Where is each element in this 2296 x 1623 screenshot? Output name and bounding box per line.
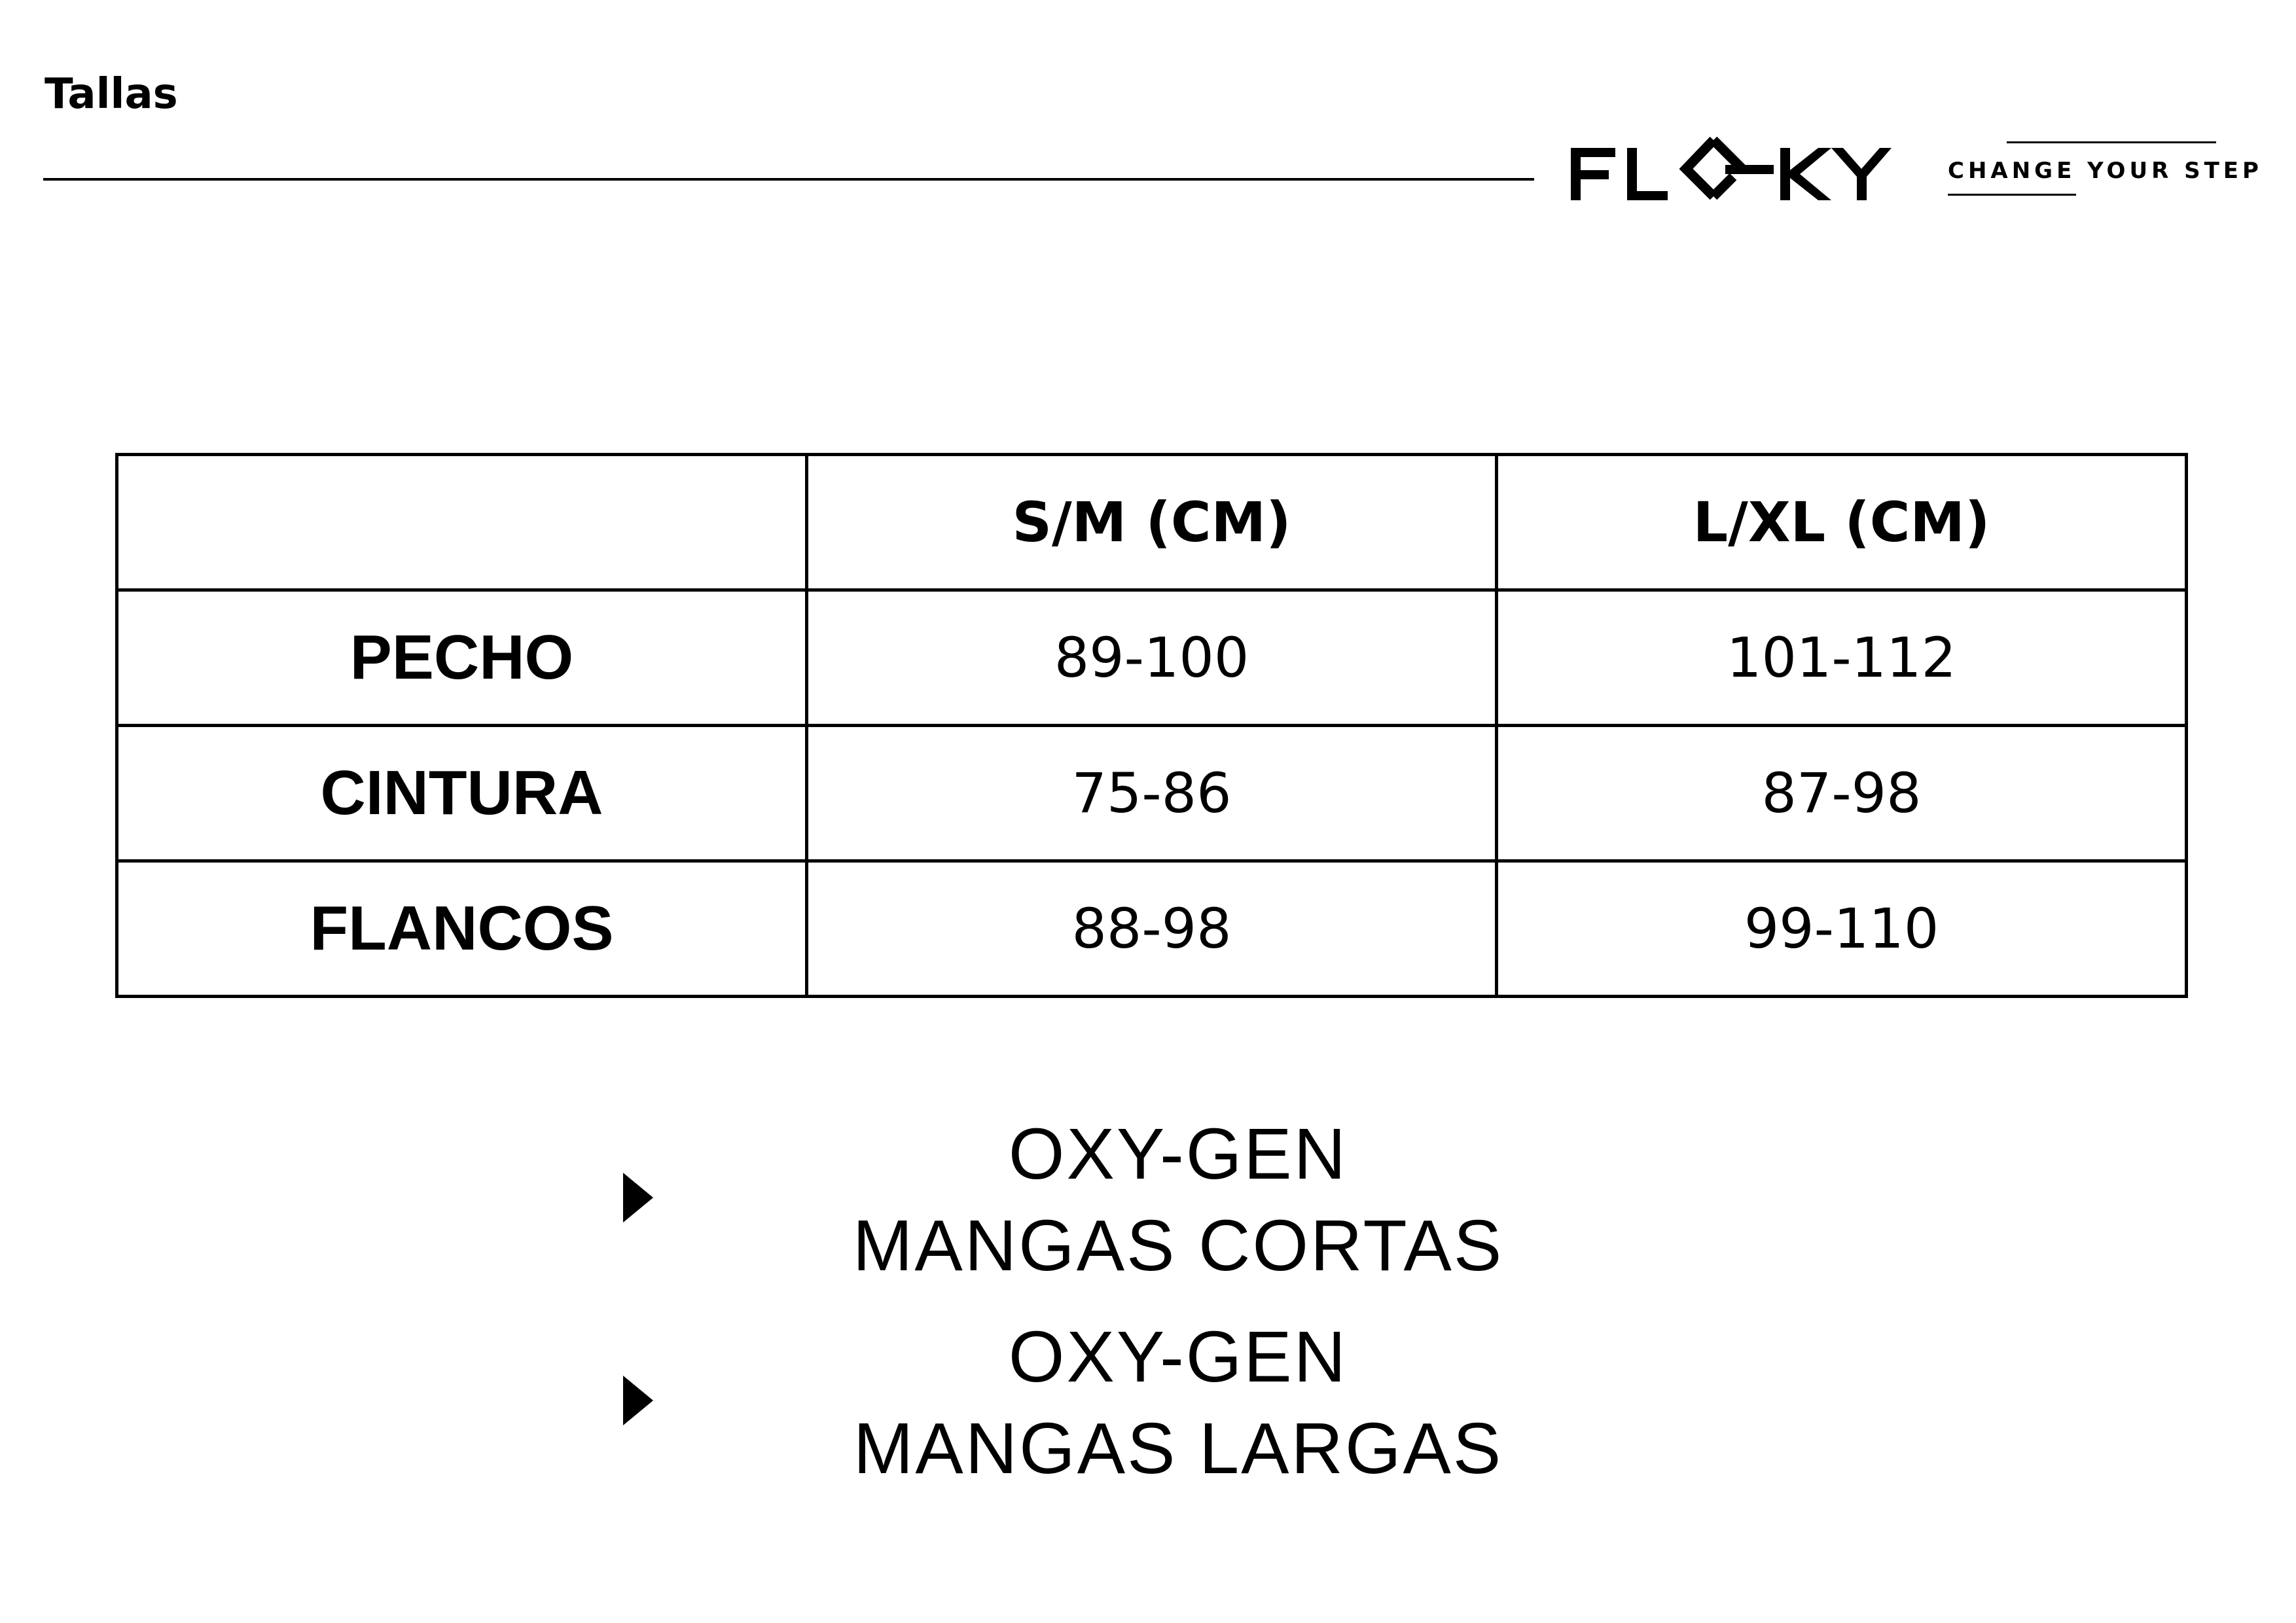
product-link-short-sleeves[interactable]	[0, 1109, 2296, 1286]
product-line2: MANGAS CORTAS	[852, 1205, 1504, 1286]
product-line1: OXY-GEN	[1008, 1317, 1348, 1397]
table-row	[117, 590, 2187, 726]
table-row	[117, 726, 2187, 861]
row-label-cintura: CINTURA	[117, 726, 807, 861]
product-line2: MANGAS LARGAS	[853, 1408, 1503, 1489]
column-header-lxl: L/XL (CM)	[1497, 455, 2187, 590]
cell-flancos-lxl: 99-110	[1497, 861, 2187, 997]
floky-logo-icon	[1571, 128, 1924, 213]
table-header-row	[117, 455, 2187, 590]
product-link-long-sleeves[interactable]	[0, 1311, 2296, 1489]
play-triangle-icon	[623, 1376, 653, 1425]
cell-cintura-sm: 75-86	[807, 726, 1497, 861]
product-name	[785, 1109, 1571, 1292]
table-row	[117, 861, 2187, 997]
header-divider	[43, 178, 1534, 181]
tagline-text: CHANGE YOUR STEP	[1948, 158, 2263, 184]
page-title: Tallas	[45, 70, 178, 118]
product-line1: OXY-GEN	[1008, 1114, 1348, 1194]
product-name	[785, 1311, 1571, 1495]
play-triangle-icon	[623, 1173, 653, 1222]
row-label-flancos: FLANCOS	[117, 861, 807, 997]
column-header-sm: S/M (CM)	[807, 455, 1497, 590]
cell-flancos-sm: 88-98	[807, 861, 1497, 997]
size-table	[115, 453, 2188, 998]
column-header-empty	[117, 455, 807, 590]
cell-cintura-lxl: 87-98	[1497, 726, 2187, 861]
tagline	[1948, 141, 2263, 200]
cell-pecho-sm: 89-100	[807, 590, 1497, 726]
tagline-rule-bottom	[1948, 194, 2076, 196]
cell-pecho-lxl: 101-112	[1497, 590, 2187, 726]
row-label-pecho: PECHO	[117, 590, 807, 726]
tagline-rule-top	[2007, 141, 2216, 143]
